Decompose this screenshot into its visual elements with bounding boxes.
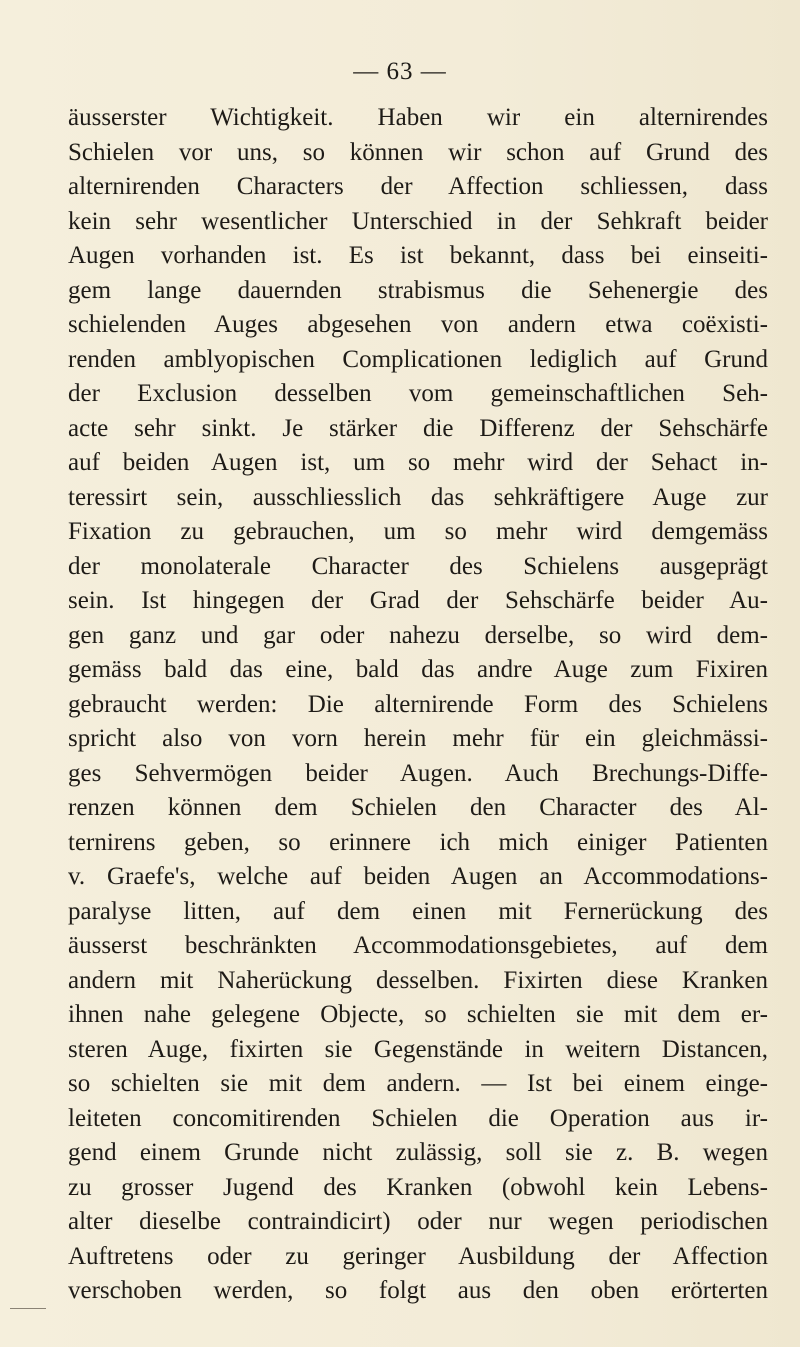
text-line: ternirens geben, so erinnere ich mich einiger Patienten — [68, 828, 768, 856]
text-line: auf beiden Augen ist, um so mehr wird der Sehact in- — [68, 449, 768, 476]
text-line: Fixation zu gebrauchen, um so mehr wird demgemäss — [68, 518, 768, 545]
text-line: leiteten concomitirenden Schielen die Operation aus ir- — [68, 1104, 768, 1132]
text-line: gem lange dauernden strabismus die Sehenergie des — [68, 276, 768, 304]
text-line: ges Sehvermögen beider Augen. Auch Brechungs-Diffe- — [68, 759, 768, 787]
text-line: zu grosser Jugend des Kranken (obwohl kein Lebens- — [68, 1173, 768, 1201]
body-text — [68, 101, 768, 1309]
text-line: schielenden Auges abgesehen von andern etwa coëxisti- — [68, 311, 768, 338]
text-line: spricht also von vorn herein mehr für ein gleichmässi- — [68, 725, 768, 752]
text-line: paralyse litten, auf dem einen mit Fernerückung des — [68, 897, 768, 925]
text-line: verschoben werden, so folgt aus den oben erörterten — [68, 1277, 768, 1304]
text-line: äusserster Wichtigkeit. Haben wir ein alternirendes — [68, 104, 768, 131]
text-line: so schielten sie mit dem andern. — Ist bei einem einge- — [68, 1070, 768, 1097]
text-line: andern mit Naherückung desselben. Fixirten diese Kranken — [68, 966, 768, 994]
text-line: gend einem Grunde nicht zulässig, soll sie z. B. wegen — [68, 1139, 768, 1166]
text-line: ihnen nahe gelegene Objecte, so schielten sie mit dem er- — [68, 1001, 768, 1028]
text-line: Auftretens oder zu geringer Ausbildung der Affection — [68, 1242, 768, 1270]
text-line: Schielen vor uns, so können wir schon auf Grund des — [68, 138, 768, 166]
text-line: äusserst beschränkten Accommodationsgebietes, auf dem — [68, 932, 768, 959]
text-line: alter dieselbe contraindicirt) oder nur wegen periodischen — [68, 1208, 768, 1235]
text-line: acte sehr sinkt. Je stärker die Differenz der Sehschärfe — [68, 414, 768, 442]
text-line: renzen können dem Schielen den Character des Al- — [68, 794, 768, 821]
text-line: alternirenden Characters der Affection schliessen, dass — [68, 173, 768, 200]
text-line: der monolaterale Character des Schielens ausgeprägt — [68, 552, 768, 580]
text-line: gebraucht werden: Die alternirende Form des Schielens — [68, 690, 768, 718]
text-line: gemäss bald das eine, bald das andre Auge zum Fixiren — [68, 656, 768, 683]
page-edge-mark — [10, 1308, 46, 1309]
text-line: der Exclusion desselben vom gemeinschaftlichen Seh- — [68, 380, 768, 407]
page-number: — 63 — — [353, 58, 447, 85]
text-line: teressirt sein, ausschliesslich das sehkräftigere Auge zur — [68, 483, 768, 511]
text-line: steren Auge, fixirten sie Gegenstände in weitern Distancen, — [68, 1035, 768, 1063]
text-line: Augen vorhanden ist. Es ist bekannt, dass bei einseiti- — [68, 242, 768, 269]
text-line: v. Graefe's, welche auf beiden Augen an Accommodations- — [68, 863, 768, 890]
text-line: gen ganz und gar oder nahezu derselbe, so wird dem- — [68, 621, 768, 649]
text-line: sein. Ist hingegen der Grad der Sehschärfe beider Au- — [68, 587, 768, 614]
text-line: renden amblyopischen Complicationen lediglich auf Grund — [68, 345, 768, 373]
text-line: kein sehr wesentlicher Unterschied in der Sehkraft beider — [68, 207, 768, 235]
